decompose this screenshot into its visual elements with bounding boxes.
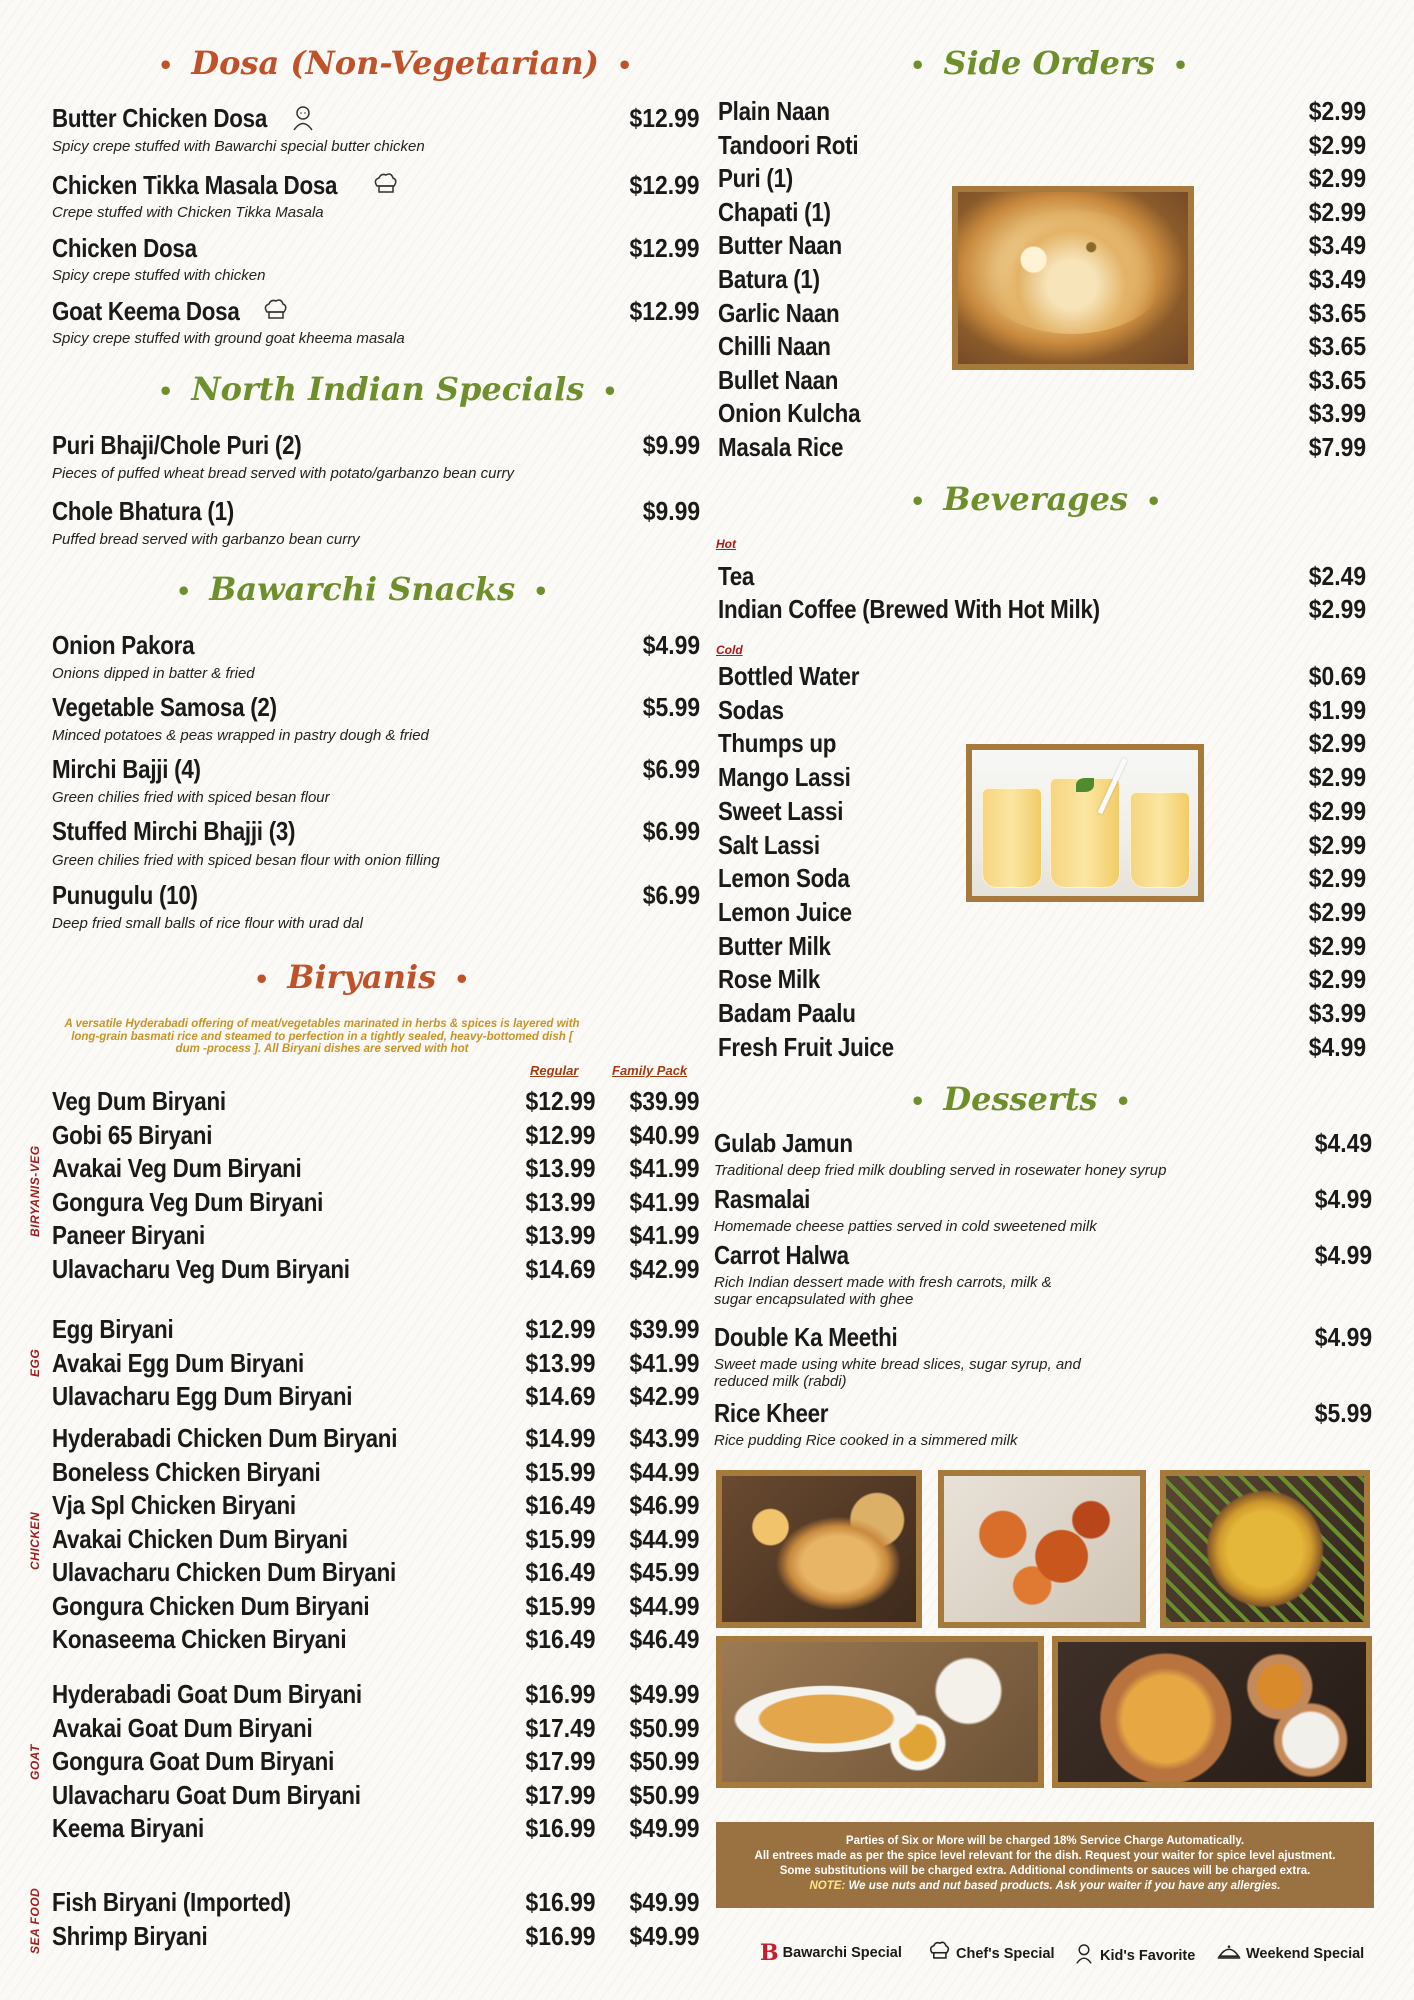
menu-item-name: Onion Pakora xyxy=(52,630,195,660)
side-item-name: Masala Rice xyxy=(718,432,844,462)
biryani-item-name: Ulavacharu Egg Dum Biryani xyxy=(52,1381,353,1411)
beverage-price: $2.99 xyxy=(1308,930,1366,961)
biryani-item-name: Ulavacharu Chicken Dum Biryani xyxy=(52,1557,396,1587)
biryani-item-name: Boneless Chicken Biryani xyxy=(52,1456,321,1487)
biryani-item-name: Hyderabadi Goat Dum Biryani xyxy=(52,1679,362,1709)
beverage-price: $2.99 xyxy=(1308,762,1366,793)
beverage-name: Sweet Lassi xyxy=(718,795,844,826)
biryani-item-name: Egg Biryani xyxy=(52,1314,174,1344)
biryani-regular-price: $16.99 xyxy=(526,1679,596,1709)
lassi-photo xyxy=(966,744,1204,902)
beverage-name: Thumps up xyxy=(718,728,837,759)
side-item-name: Bullet Naan xyxy=(718,364,839,395)
menu-item-price: $12.99 xyxy=(630,233,700,263)
biryani-family-price: $45.99 xyxy=(630,1557,700,1587)
menu-item-description: Spicy crepe stuffed with Bawarchi special butter chicken xyxy=(52,138,425,155)
column-header-family-pack: Family Pack xyxy=(612,1063,688,1078)
cold-beverages-label: Cold xyxy=(716,643,743,657)
side-item-name: Onion Kulcha xyxy=(718,398,861,429)
section-heading-dosa: • Dosa (Non-Vegetarian) • xyxy=(158,44,633,82)
column-header-regular: Regular xyxy=(530,1063,579,1078)
biryani-regular-price: $16.99 xyxy=(526,1813,596,1843)
onion-pakora-photo xyxy=(938,1470,1146,1628)
biryani-family-price: $50.99 xyxy=(630,1779,700,1810)
biryani-family-price: $41.99 xyxy=(630,1186,700,1217)
menu-item-name: Punugulu (10) xyxy=(52,880,198,910)
beverage-price: $3.99 xyxy=(1308,998,1366,1028)
biryani-family-price: $39.99 xyxy=(630,1314,700,1344)
biryani-regular-price: $12.99 xyxy=(526,1119,596,1150)
biryani-regular-price: $17.99 xyxy=(526,1746,596,1776)
biryani-regular-price: $13.99 xyxy=(526,1186,596,1217)
biryani-family-price: $44.99 xyxy=(630,1456,700,1487)
biryani-family-price: $49.99 xyxy=(630,1813,700,1843)
biryani-regular-price: $12.99 xyxy=(526,1314,596,1344)
side-item-price: $3.49 xyxy=(1308,230,1366,261)
beverage-price: $1.99 xyxy=(1308,694,1366,725)
biryani-group-label: EGG xyxy=(28,1348,42,1377)
biryani-family-price: $41.99 xyxy=(630,1220,700,1250)
beverage-price: $2.99 xyxy=(1308,896,1366,927)
note-label: NOTE: xyxy=(809,1880,846,1892)
side-item-name: Batura (1) xyxy=(718,264,820,294)
beverage-name: Mango Lassi xyxy=(718,762,851,793)
egg-biryani-photo xyxy=(1052,1636,1372,1788)
chefs-special-icon xyxy=(926,1940,952,1967)
menu-item-price: $6.99 xyxy=(642,816,700,846)
biryani-group-label: BIRYANIS-VEG xyxy=(28,1145,42,1237)
dessert-description: sugar encapsulated with ghee xyxy=(714,1291,914,1308)
biryani-regular-price: $13.99 xyxy=(526,1153,596,1183)
biryani-item-name: Keema Biryani xyxy=(52,1813,205,1843)
biryani-description: A versatile Hyderabadi offering of meat/vegetables marinated in herbs & spices is layered with long-grain basmati rice and steamed to perfection in a tightly sealed, heavy-bottomed dish [ dum -process ]. All Biryani dishes are served with hot xyxy=(64,1018,580,1055)
side-item-name: Chapati (1) xyxy=(718,196,831,227)
legend-chefs-special xyxy=(926,1940,1055,1967)
dessert-price: $4.99 xyxy=(1314,1184,1372,1214)
biryani-regular-price: $17.49 xyxy=(526,1712,596,1743)
beverage-name: Indian Coffee (Brewed With Hot Milk) xyxy=(718,594,1100,624)
biryani-item-name: Hyderabadi Chicken Dum Biryani xyxy=(52,1423,398,1453)
beverage-price: $2.99 xyxy=(1308,594,1366,624)
biryani-family-price: $40.99 xyxy=(630,1119,700,1150)
menu-item-description: Spicy crepe stuffed with chicken xyxy=(52,267,266,284)
biryani-family-price: $44.99 xyxy=(630,1523,700,1554)
beverage-price: $2.99 xyxy=(1308,728,1366,759)
biryani-regular-price: $15.99 xyxy=(526,1523,596,1554)
side-item-name: Plain Naan xyxy=(718,96,830,126)
legend-label: Chef's Special xyxy=(956,1945,1055,1962)
menu-item-description: Puffed bread served with garbanzo bean curry xyxy=(52,531,360,548)
side-item-price: $2.99 xyxy=(1308,163,1366,194)
menu-item-description: Green chilies fried with spiced besan flour with onion filling xyxy=(52,852,440,869)
beverage-name: Bottled Water xyxy=(718,661,860,691)
biryani-family-price: $46.99 xyxy=(630,1490,700,1520)
veg-biryani-photo xyxy=(1160,1470,1370,1628)
section-heading-beverages: • Beverages • xyxy=(910,480,1162,518)
bawarchi-special-icon: B xyxy=(760,1940,779,1966)
beverage-name: Tea xyxy=(718,561,755,591)
biryani-group-label: GOAT xyxy=(28,1743,42,1780)
biryani-family-price: $49.99 xyxy=(630,1887,700,1917)
chefs-special-icon xyxy=(370,172,400,198)
beverage-price: $0.69 xyxy=(1308,661,1366,691)
kids-favorite-icon xyxy=(1072,1940,1096,1971)
kids-favorite-icon xyxy=(288,103,318,129)
biryani-item-name: Ulavacharu Veg Dum Biryani xyxy=(52,1253,350,1284)
menu-item-price: $6.99 xyxy=(642,754,700,784)
biryani-family-price: $42.99 xyxy=(630,1381,700,1411)
beverage-price: $2.99 xyxy=(1308,964,1366,995)
dessert-description: reduced milk (rabdi) xyxy=(714,1373,847,1390)
biryani-regular-price: $15.99 xyxy=(526,1456,596,1487)
chicken-biryani-photo xyxy=(716,1636,1044,1788)
beverage-name: Lemon Juice xyxy=(718,896,852,927)
biryani-regular-price: $13.99 xyxy=(526,1347,596,1378)
biryani-item-name: Avakai Egg Dum Biryani xyxy=(52,1347,304,1378)
dessert-name: Rasmalai xyxy=(714,1184,811,1214)
side-item-price: $3.65 xyxy=(1308,297,1366,328)
biryani-item-name: Avakai Goat Dum Biryani xyxy=(52,1712,313,1743)
biryani-item-name: Gongura Chicken Dum Biryani xyxy=(52,1590,370,1621)
dessert-price: $4.99 xyxy=(1314,1322,1372,1352)
biryani-item-name: Paneer Biryani xyxy=(52,1220,205,1250)
biryani-item-name: Fish Biryani (Imported) xyxy=(52,1887,291,1917)
side-item-name: Tandoori Roti xyxy=(718,129,859,160)
biryani-family-price: $44.99 xyxy=(630,1590,700,1621)
biryani-regular-price: $13.99 xyxy=(526,1220,596,1250)
section-heading-snacks: • Bawarchi Snacks • xyxy=(176,570,549,608)
allergy-note xyxy=(716,1879,1374,1894)
menu-item-description: Pieces of puffed wheat bread served with potato/garbanzo bean curry xyxy=(52,465,514,482)
section-heading-desserts: • Desserts • xyxy=(910,1080,1131,1118)
biryani-group-label: CHICKEN xyxy=(28,1511,42,1570)
biryani-family-price: $41.99 xyxy=(630,1347,700,1378)
biryani-regular-price: $14.99 xyxy=(526,1423,596,1453)
section-heading-north-indian: • North Indian Specials • xyxy=(158,370,618,408)
dessert-description: Sweet made using white bread slices, sugar syrup, and xyxy=(714,1356,1081,1373)
menu-item-name: Chicken Tikka Masala Dosa xyxy=(52,170,338,200)
lassi-glass xyxy=(982,788,1042,888)
biryani-item-name: Veg Dum Biryani xyxy=(52,1086,226,1116)
dessert-description: Traditional deep fried milk doubling served in rosewater honey syrup xyxy=(714,1162,1167,1179)
menu-item-name: Goat Keema Dosa xyxy=(52,296,240,326)
biryani-regular-price: $16.49 xyxy=(526,1624,596,1654)
side-item-name: Garlic Naan xyxy=(718,297,840,328)
side-item-price: $3.49 xyxy=(1308,264,1366,294)
notice-line: All entrees made as per the spice level relevant for the dish. Request your waiter for spice level ajustment. xyxy=(754,1850,1336,1862)
biryani-family-price: $46.49 xyxy=(630,1624,700,1654)
side-item-price: $3.65 xyxy=(1308,364,1366,395)
beverage-price: $4.99 xyxy=(1308,1031,1366,1062)
side-item-price: $3.99 xyxy=(1308,398,1366,429)
menu-item-description: Minced potatoes & peas wrapped in pastry dough & fried xyxy=(52,727,429,744)
hot-beverages-label: Hot xyxy=(716,537,736,551)
biryani-item-name: Shrimp Biryani xyxy=(52,1920,208,1951)
menu-item-name: Vegetable Samosa (2) xyxy=(52,692,277,722)
dessert-price: $4.49 xyxy=(1314,1128,1372,1158)
side-item-price: $2.99 xyxy=(1308,96,1366,126)
biryani-item-name: Konaseema Chicken Biryani xyxy=(52,1624,347,1654)
biryani-item-name: Vja Spl Chicken Biryani xyxy=(52,1490,296,1520)
biryani-regular-price: $16.49 xyxy=(526,1557,596,1587)
biryani-regular-price: $16.49 xyxy=(526,1490,596,1520)
menu-item-price: $6.99 xyxy=(642,880,700,910)
beverage-name: Rose Milk xyxy=(718,964,821,995)
menu-item-description: Crepe stuffed with Chicken Tikka Masala xyxy=(52,204,324,221)
note-text: We use nuts and nut based products. Ask your waiter if you have any allergies. xyxy=(848,1880,1281,1892)
biryani-item-name: Avakai Veg Dum Biryani xyxy=(52,1153,302,1183)
menu-item-name: Butter Chicken Dosa xyxy=(52,103,268,133)
biryani-item-name: Gongura Goat Dum Biryani xyxy=(52,1746,335,1776)
menu-item-price: $12.99 xyxy=(630,103,700,133)
menu-item-description: Green chilies fried with spiced besan flour xyxy=(52,789,330,806)
menu-item-name: Puri Bhaji/Chole Puri (2) xyxy=(52,430,302,460)
beverage-price: $2.49 xyxy=(1308,561,1366,591)
biryani-item-name: Avakai Chicken Dum Biryani xyxy=(52,1523,348,1554)
beverage-name: Lemon Soda xyxy=(718,863,850,894)
biryani-family-price: $42.99 xyxy=(630,1253,700,1284)
notice-line: Some substitutions will be charged extra. Additional condiments or sauces will be charged extra. xyxy=(779,1865,1311,1877)
biryani-regular-price: $17.99 xyxy=(526,1779,596,1810)
menu-item-name: Mirchi Bajji (4) xyxy=(52,754,201,784)
legend-label: Bawarchi Special xyxy=(782,1945,902,1961)
section-heading-side-orders: • Side Orders • xyxy=(910,44,1189,82)
side-item-price: $3.65 xyxy=(1308,331,1366,362)
dessert-price: $4.99 xyxy=(1314,1240,1372,1270)
biryani-family-price: $50.99 xyxy=(630,1746,700,1776)
side-item-name: Puri (1) xyxy=(718,163,793,194)
dessert-description: Rich Indian dessert made with fresh carrots, milk & xyxy=(714,1274,1052,1291)
side-item-price: $2.99 xyxy=(1308,196,1366,227)
notice-line: Parties of Six or More will be charged 18% Service Charge Automatically. xyxy=(845,1835,1245,1847)
dessert-name: Double Ka Meethi xyxy=(714,1322,898,1352)
side-item-price: $7.99 xyxy=(1308,432,1366,462)
menu-item-price: $9.99 xyxy=(642,496,700,526)
menu-item-name: Chicken Dosa xyxy=(52,233,197,263)
menu-item-description: Spicy crepe stuffed with ground goat kheema masala xyxy=(52,330,405,347)
policy-notice xyxy=(716,1822,1374,1908)
menu-item-price: $5.99 xyxy=(642,692,700,722)
legend-kids-favorite xyxy=(1072,1940,1195,1971)
menu-item-description: Onions dipped in batter & fried xyxy=(52,665,255,682)
weekend-special-icon xyxy=(1216,1940,1242,1967)
puri-bhaji-photo xyxy=(716,1470,922,1628)
legend-bawarchi-special xyxy=(760,1940,902,1966)
legend-label: Kid's Favorite xyxy=(1100,1947,1196,1964)
menu-item-price: $12.99 xyxy=(630,170,700,200)
dessert-name: Gulab Jamun xyxy=(714,1128,853,1158)
menu-item-name: Stuffed Mirchi Bhajji (3) xyxy=(52,816,296,846)
beverage-price: $2.99 xyxy=(1308,795,1366,826)
biryani-regular-price: $16.99 xyxy=(526,1920,596,1951)
side-item-price: $2.99 xyxy=(1308,129,1366,160)
biryani-family-price: $49.99 xyxy=(630,1920,700,1951)
biryani-regular-price: $12.99 xyxy=(526,1086,596,1116)
side-item-name: Chilli Naan xyxy=(718,331,831,362)
menu-item-price: $12.99 xyxy=(630,296,700,326)
biryani-item-name: Ulavacharu Goat Dum Biryani xyxy=(52,1779,361,1810)
biryani-regular-price: $14.69 xyxy=(526,1381,596,1411)
menu-item-price: $9.99 xyxy=(642,430,700,460)
legend-label: Weekend Special xyxy=(1246,1945,1365,1962)
biryani-family-price: $43.99 xyxy=(630,1423,700,1453)
biryani-regular-price: $15.99 xyxy=(526,1590,596,1621)
biryani-item-name: Gongura Veg Dum Biryani xyxy=(52,1186,324,1217)
menu-item-name: Chole Bhatura (1) xyxy=(52,496,234,526)
biryani-group-label: SEA FOOD xyxy=(28,1887,42,1955)
section-heading-biryanis: • Biryanis • xyxy=(254,958,470,996)
beverage-name: Badam Paalu xyxy=(718,998,856,1028)
dessert-description: Homemade cheese patties served in cold sweetened milk xyxy=(714,1218,1097,1235)
menu-item-description: Deep fried small balls of rice flour with urad dal xyxy=(52,915,363,932)
biryani-family-price: $41.99 xyxy=(630,1153,700,1183)
naan-photo xyxy=(952,186,1194,370)
biryani-item-name: Gobi 65 Biryani xyxy=(52,1119,213,1150)
dessert-price: $5.99 xyxy=(1314,1398,1372,1428)
menu-item-price: $4.99 xyxy=(642,630,700,660)
lassi-glass xyxy=(1130,792,1190,888)
mint-leaf xyxy=(1076,778,1094,792)
legend-weekend-special xyxy=(1216,1940,1364,1967)
beverage-name: Salt Lassi xyxy=(718,829,820,860)
dessert-description: Rice pudding Rice cooked in a simmered milk xyxy=(714,1432,1018,1449)
biryani-family-price: $39.99 xyxy=(630,1086,700,1116)
beverage-price: $2.99 xyxy=(1308,829,1366,860)
side-item-name: Butter Naan xyxy=(718,230,842,261)
beverage-name: Sodas xyxy=(718,694,784,725)
biryani-regular-price: $14.69 xyxy=(526,1253,596,1284)
beverage-name: Fresh Fruit Juice xyxy=(718,1031,894,1062)
dessert-name: Rice Kheer xyxy=(714,1398,829,1428)
chefs-special-icon xyxy=(260,298,290,324)
biryani-regular-price: $16.99 xyxy=(526,1887,596,1917)
dessert-name: Carrot Halwa xyxy=(714,1240,849,1270)
beverage-price: $2.99 xyxy=(1308,863,1366,894)
beverage-name: Butter Milk xyxy=(718,930,831,961)
biryani-family-price: $49.99 xyxy=(630,1679,700,1709)
biryani-family-price: $50.99 xyxy=(630,1712,700,1743)
